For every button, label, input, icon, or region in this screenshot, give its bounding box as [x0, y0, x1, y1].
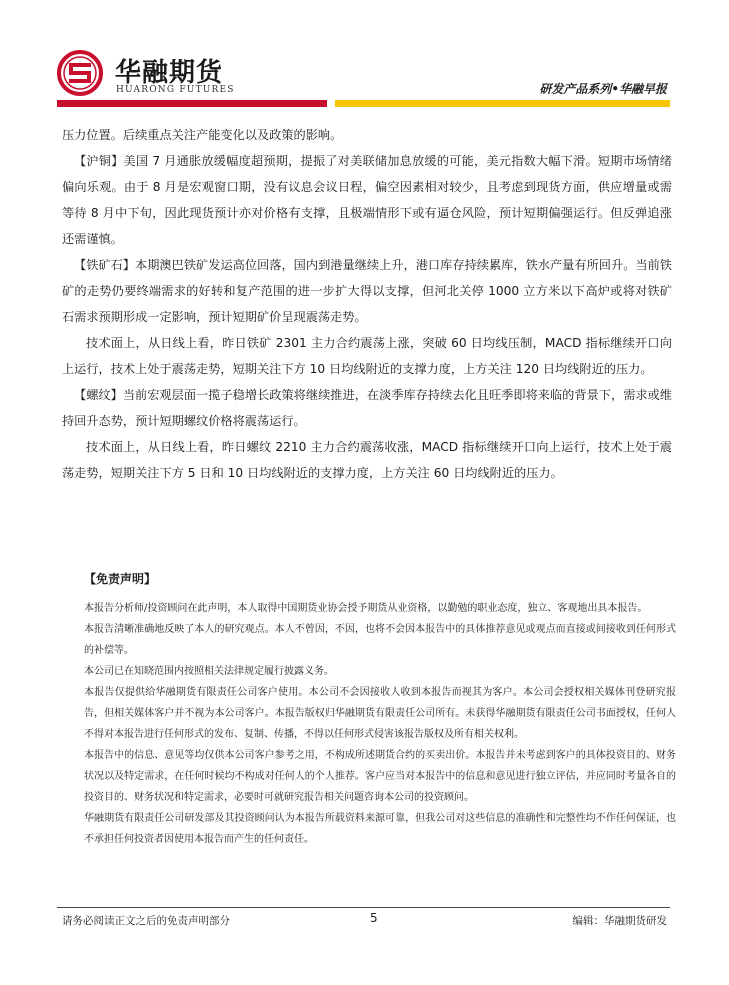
paragraph-copper: 【沪铜】美国 7 月通胀放缓幅度超预期，提振了对美联储加息放缓的可能，美元指数大幅下滑。短期市场情绪偏向乐观。由于 8 月是宏观窗口期，没有议息会议日程，偏空因素相对较少，且考虑到现货方面，供应增量或需等待 8 月中下旬，因此现货预计亦对价格有支撑，且极端情形下或有逼仓风险，预计短期偏强运行。但反弹追涨还需谨慎。	[62, 154, 672, 246]
huarong-logo-icon	[57, 50, 103, 96]
footer-notice: 请务必阅读正文之后的免责声明部分	[62, 915, 230, 927]
disclaimer-paragraph: 本报告中的信息、意见等均仅供本公司客户参考之用，不构成所述期货合约的买卖出价。本报告并未考虑到客户的具体投资目的、财务状况以及特定需求，在任何时候均不构成对任何人的个人推荐。客户应当对本报告中的信息和意见进行独立评估，并应同时考量各自的投资目的、财务状况和特定需求，必要时可就研究报告相关问题咨询本公司的投资顾问。	[84, 750, 676, 803]
paragraph-rebar-technical: 技术面上，从日线上看，昨日螺纹 2210 主力合约震荡收涨，MACD 指标继续开口向上运行，技术上处于震荡走势，短期关注下方 5 日和 10 日均线附近的支撑力度，上方关注 60 日均线附近的压力。	[62, 440, 672, 480]
paragraph-continued: 压力位置。后续重点关注产能变化以及政策的影响。	[62, 128, 343, 142]
disclaimer-body	[84, 598, 676, 850]
brand-name-en: HUARONG FUTURES	[116, 85, 235, 95]
disclaimer-paragraph: 华融期货有限责任公司研发部及其投资顾问认为本报告所载资料来源可靠，但我公司对这些信息的准确性和完整性均不作任何保证，也不承担任何投资者因使用本报告而产生的任何责任。	[84, 813, 676, 845]
header-yellow-bar	[335, 100, 670, 107]
paragraph-iron-ore: 【铁矿石】本期澳巴铁矿发运高位回落，国内到港量继续上升，港口库存持续累库，铁水产量有所回升。当前铁矿的走势仍要终端需求的好转和复产范围的进一步扩大得以支撑，但河北关停 1000 立方米以下高炉或将对铁矿石需求预期形成一定影响，预计短期矿价呈现震荡走势。	[62, 258, 672, 324]
brand-name-cn: 华融期货	[115, 58, 224, 88]
disclaimer-paragraph: 本报告仅提供给华融期货有限责任公司客户使用。本公司不会因接收人收到本报告而视其为客户。本公司会授权相关媒体刊登研究报告，但相关媒体客户并不视为本公司客户。本报告版权归华融期货有限责任公司所有。未获得华融期货有限责任公司书面授权，任何人不得对本报告进行任何形式的发布、复制、传播，不得以任何形式侵害该报告版权及所有相关权利。	[84, 687, 676, 740]
disclaimer-title: 【免责声明】	[84, 572, 157, 586]
footer-editor: 编辑：华融期货研发	[572, 915, 667, 927]
footer-divider	[57, 907, 670, 908]
page-header	[0, 0, 729, 110]
disclaimer-paragraph: 本公司已在知晓范围内按照相关法律规定履行披露义务。	[84, 666, 334, 677]
disclaimer-paragraph: 本报告分析师/投资顾问在此声明，本人取得中国期货业协会授予期货从业资格，以勤勉的职业态度，独立、客观地出具本报告。	[84, 603, 648, 614]
report-series-title: 研发产品系列•华融早报	[539, 82, 667, 96]
header-red-bar	[57, 100, 327, 107]
disclaimer-paragraph: 本报告清晰准确地反映了本人的研究观点。本人不曾因，不因，也将不会因本报告中的具体推荐意见或观点而直接或间接收到任何形式的补偿等。	[84, 624, 676, 656]
paragraph-iron-ore-technical: 技术面上，从日线上看，昨日铁矿 2301 主力合约震荡上涨，突破 60 日均线压制，MACD 指标继续开口向上运行，技术上处于震荡走势，短期关注下方 10 日均线附近的支撑力度，上方关注 120 日均线附近的压力。	[62, 336, 672, 376]
paragraph-rebar: 【螺纹】当前宏观层面一揽子稳增长政策将继续推进，在淡季库存持续去化且旺季即将来临的背景下，需求或维持回升态势，预计短期螺纹价格将震荡运行。	[62, 388, 672, 428]
page-number: 5	[370, 911, 378, 925]
report-body	[62, 122, 672, 486]
